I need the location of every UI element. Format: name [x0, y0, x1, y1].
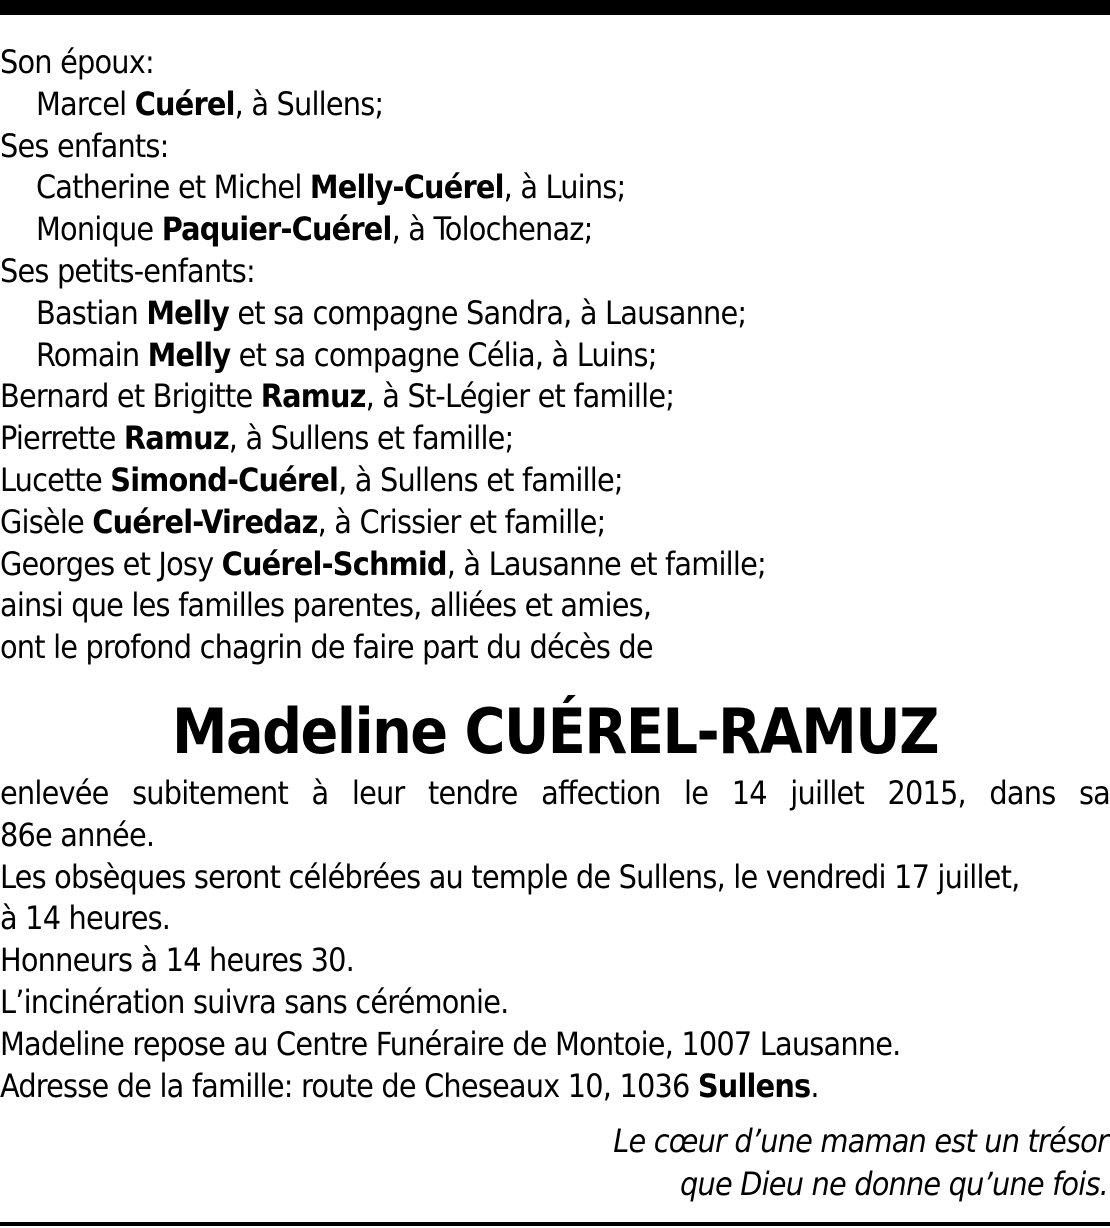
entry-surname: Cuérel-Viredaz: [92, 502, 318, 541]
entry-text: , à Sullens et famille;: [338, 460, 623, 499]
entry-text: et sa compagne Célia, à Luins;: [230, 335, 657, 374]
entry-text: , à Sullens et famille;: [228, 419, 514, 458]
relative-entry: [0, 460, 1110, 502]
details-line: 86e année.: [0, 815, 155, 854]
child-entry: [0, 167, 1110, 209]
entry-text: Marcel: [36, 84, 135, 123]
entry-text: Romain: [36, 335, 148, 374]
entry-text: Lucette: [0, 460, 111, 499]
entry-surname: Paquier-Cuérel: [161, 210, 392, 249]
relative-entry: [0, 502, 1110, 544]
entry-text: , à Sullens;: [234, 84, 384, 123]
entry-text: , à Tolochenaz;: [391, 210, 593, 249]
entry-surname: Melly: [147, 335, 231, 374]
entry-surname: Cuérel: [134, 84, 235, 123]
details-line: Les obsèques seront célébrées au temple de Sullens, le vendredi 17 juillet,: [0, 857, 1020, 896]
details-line: Madeline repose au Centre Funéraire de Montoie, 1007 Lausanne.: [0, 1024, 901, 1063]
grandchildren-heading: Ses petits-enfants:: [0, 251, 255, 290]
entry-text: et sa compagne Sandra, à Lausanne;: [229, 293, 747, 332]
closing-quote: [613, 1120, 1108, 1206]
entry-text: Bastian: [36, 293, 147, 332]
deceased-name: Madeline CUÉREL-RAMUZ: [171, 694, 939, 768]
entry-text: Monique: [36, 210, 162, 249]
relative-entry: [0, 376, 1110, 418]
entry-text: , à Lausanne et famille;: [446, 544, 766, 583]
address-text: .: [810, 1066, 819, 1105]
spouse-heading: Son époux:: [0, 43, 154, 81]
announce-line: ont le profond chagrin de faire part du décès de: [0, 628, 653, 667]
entry-surname: Cuérel-Schmid: [221, 544, 447, 583]
entry-text: Bernard et Brigitte: [0, 377, 261, 416]
details-line: L’incinération suivra sans cérémonie.: [0, 982, 509, 1021]
spouse-entry: [0, 84, 1110, 126]
entry-surname: Ramuz: [260, 377, 366, 416]
details-line: enlevée subitement à leur tendre affection le 14 juillet 2015, dans sa: [0, 773, 1110, 812]
entry-text: Pierrette: [0, 419, 124, 458]
entry-surname: Simond-Cuérel: [110, 460, 339, 499]
quote-line: que Dieu ne donne qu’une fois.: [680, 1165, 1108, 1203]
entry-text: Gisèle: [0, 502, 93, 541]
top-border-rule: [0, 0, 1110, 15]
quote-line: Le cœur d’une maman est un trésor: [613, 1122, 1108, 1160]
details-line: Honneurs à 14 heures 30.: [0, 941, 355, 980]
entry-text: , à Luins;: [503, 168, 626, 207]
child-entry: [0, 209, 1110, 251]
grandchild-entry: [0, 293, 1110, 335]
entry-text: Catherine et Michel: [36, 168, 310, 207]
grandchild-entry: [0, 335, 1110, 377]
address-town: Sullens: [697, 1066, 811, 1105]
entry-text: , à Crissier et famille;: [317, 502, 606, 541]
entry-text: Georges et Josy: [0, 544, 222, 583]
entry-text: , à St-Légier et famille;: [365, 377, 675, 416]
bottom-border-rule: [0, 1222, 1110, 1226]
obituary-notice: [0, 42, 1110, 1107]
relative-entry: [0, 544, 1110, 586]
children-heading: Ses enfants:: [0, 126, 169, 165]
relative-entry: [0, 418, 1110, 460]
entry-surname: Melly-Cuérel: [309, 168, 504, 207]
also-line: ainsi que les familles parentes, alliées et amies,: [0, 586, 652, 625]
details-line: à 14 heures.: [0, 899, 171, 938]
entry-surname: Melly: [146, 293, 229, 332]
entry-surname: Ramuz: [123, 419, 229, 458]
address-text: Adresse de la famille: route de Cheseaux 10, 1036: [0, 1066, 698, 1105]
family-address: [0, 1066, 1110, 1108]
